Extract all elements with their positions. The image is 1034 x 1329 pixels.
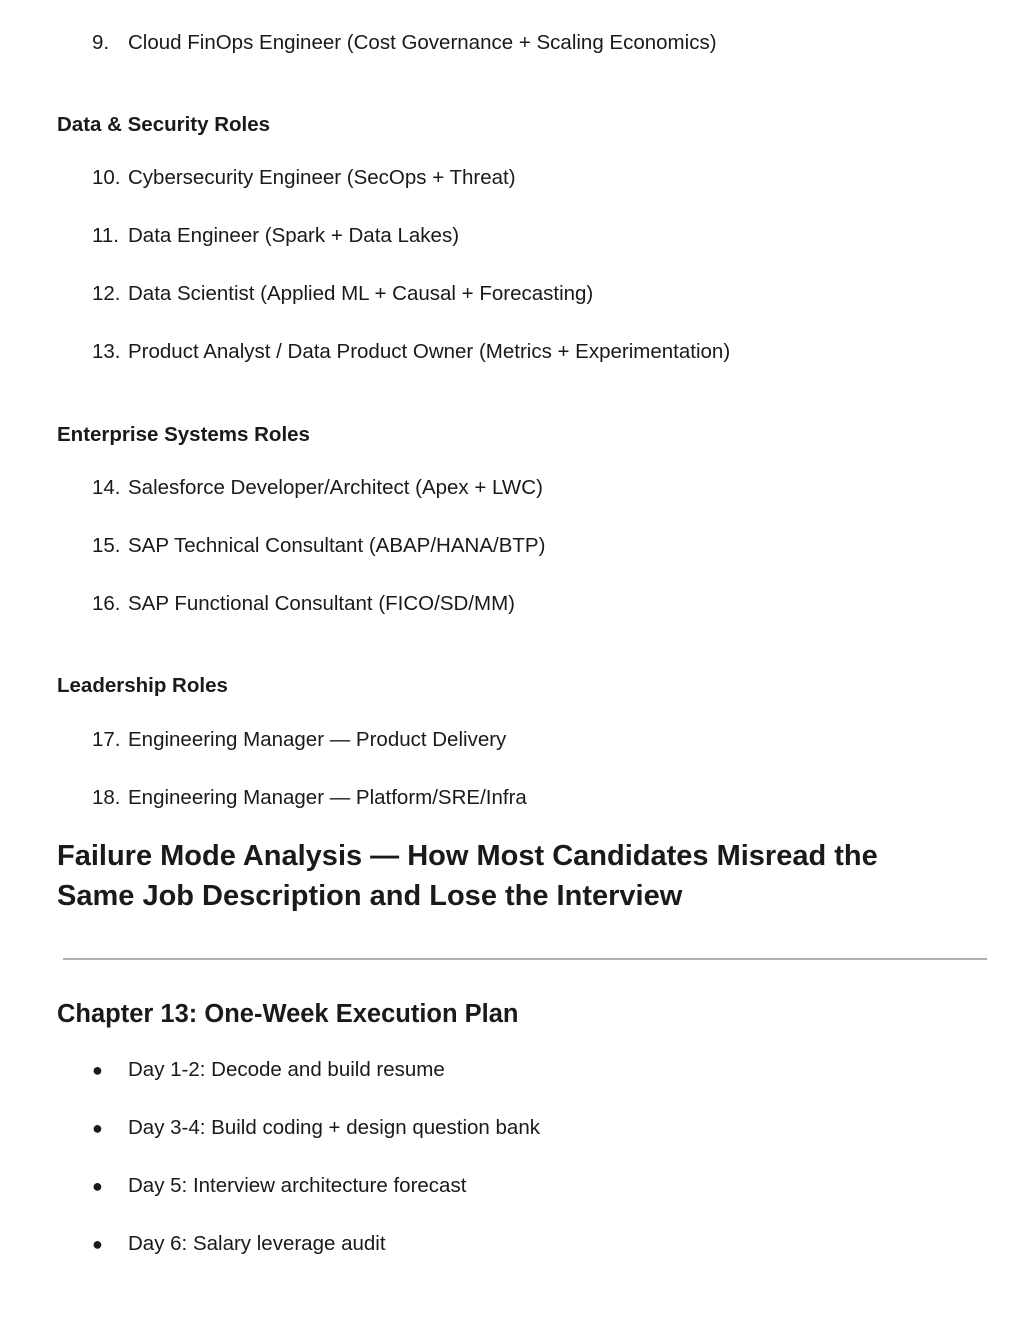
bullet-text: Day 6: Salary leverage audit: [128, 1232, 386, 1255]
bullet-text: Day 3-4: Build coding + design question bank: [128, 1116, 540, 1139]
list-item-text: SAP Technical Consultant (ABAP/HANA/BTP): [128, 534, 546, 557]
list-item-number: 14.: [92, 476, 121, 499]
list-item-number: 12.: [92, 282, 121, 305]
list-item: [92, 280, 593, 308]
list-item: [92, 474, 543, 502]
section-heading-leadership: Leadership Roles: [57, 674, 228, 697]
list-item: [92, 532, 545, 560]
bullet-dot-icon: ●: [92, 1176, 103, 1196]
bullet-item: [92, 1056, 445, 1084]
list-item-number: 17.: [92, 728, 121, 751]
list-item-text: Salesforce Developer/Architect (Apex + LWC): [128, 476, 543, 499]
list-item-number: 16.: [92, 592, 121, 615]
list-item-text: Data Engineer (Spark + Data Lakes): [128, 224, 460, 247]
list-item-number: 18.: [92, 786, 121, 809]
list-item-number: 9.: [92, 31, 110, 54]
bullet-dot-icon: ●: [92, 1234, 103, 1254]
list-item-text: Cloud FinOps Engineer (Cost Governance + Scaling Economics): [128, 31, 717, 54]
bullet-text: Day 1-2: Decode and build resume: [128, 1058, 445, 1081]
bullet-dot-icon: ●: [92, 1118, 103, 1138]
chapter-heading: Chapter 13: One-Week Execution Plan: [57, 1000, 519, 1028]
list-item-text: Engineering Manager — Product Delivery: [128, 728, 507, 751]
bullet-text: Day 5: Interview architecture forecast: [128, 1174, 467, 1197]
list-item-text: Product Analyst / Data Product Owner (Metrics + Experimentation): [128, 340, 731, 363]
list-item: [92, 164, 516, 192]
list-item: [92, 29, 717, 57]
failure-mode-heading: Failure Mode Analysis — How Most Candidates Misread the Same Job Description and Lose the Interview: [57, 840, 878, 912]
list-item-text: Engineering Manager — Platform/SRE/Infra: [128, 786, 527, 809]
list-item-number: 13.: [92, 340, 121, 363]
list-item-number: 11.: [92, 224, 119, 247]
bullet-item: [92, 1230, 386, 1258]
list-item-text: Data Scientist (Applied ML + Causal + Forecasting): [128, 282, 594, 305]
list-item: [92, 590, 515, 618]
list-item-text: Cybersecurity Engineer (SecOps + Threat): [128, 166, 516, 189]
list-item-number: 15.: [92, 534, 121, 557]
list-item-text: SAP Functional Consultant (FICO/SD/MM): [128, 592, 515, 615]
list-item: [92, 726, 506, 754]
section-heading-enterprise-systems: Enterprise Systems Roles: [57, 423, 310, 446]
bullet-item: [92, 1172, 466, 1200]
bullet-item: [92, 1114, 540, 1142]
list-item-number: 10.: [92, 166, 121, 189]
list-item: [92, 222, 459, 250]
bullet-dot-icon: ●: [92, 1060, 103, 1080]
list-item: [92, 338, 730, 366]
list-item: [92, 784, 527, 812]
section-heading-data-security: Data & Security Roles: [57, 113, 271, 136]
horizontal-divider: [63, 958, 987, 960]
